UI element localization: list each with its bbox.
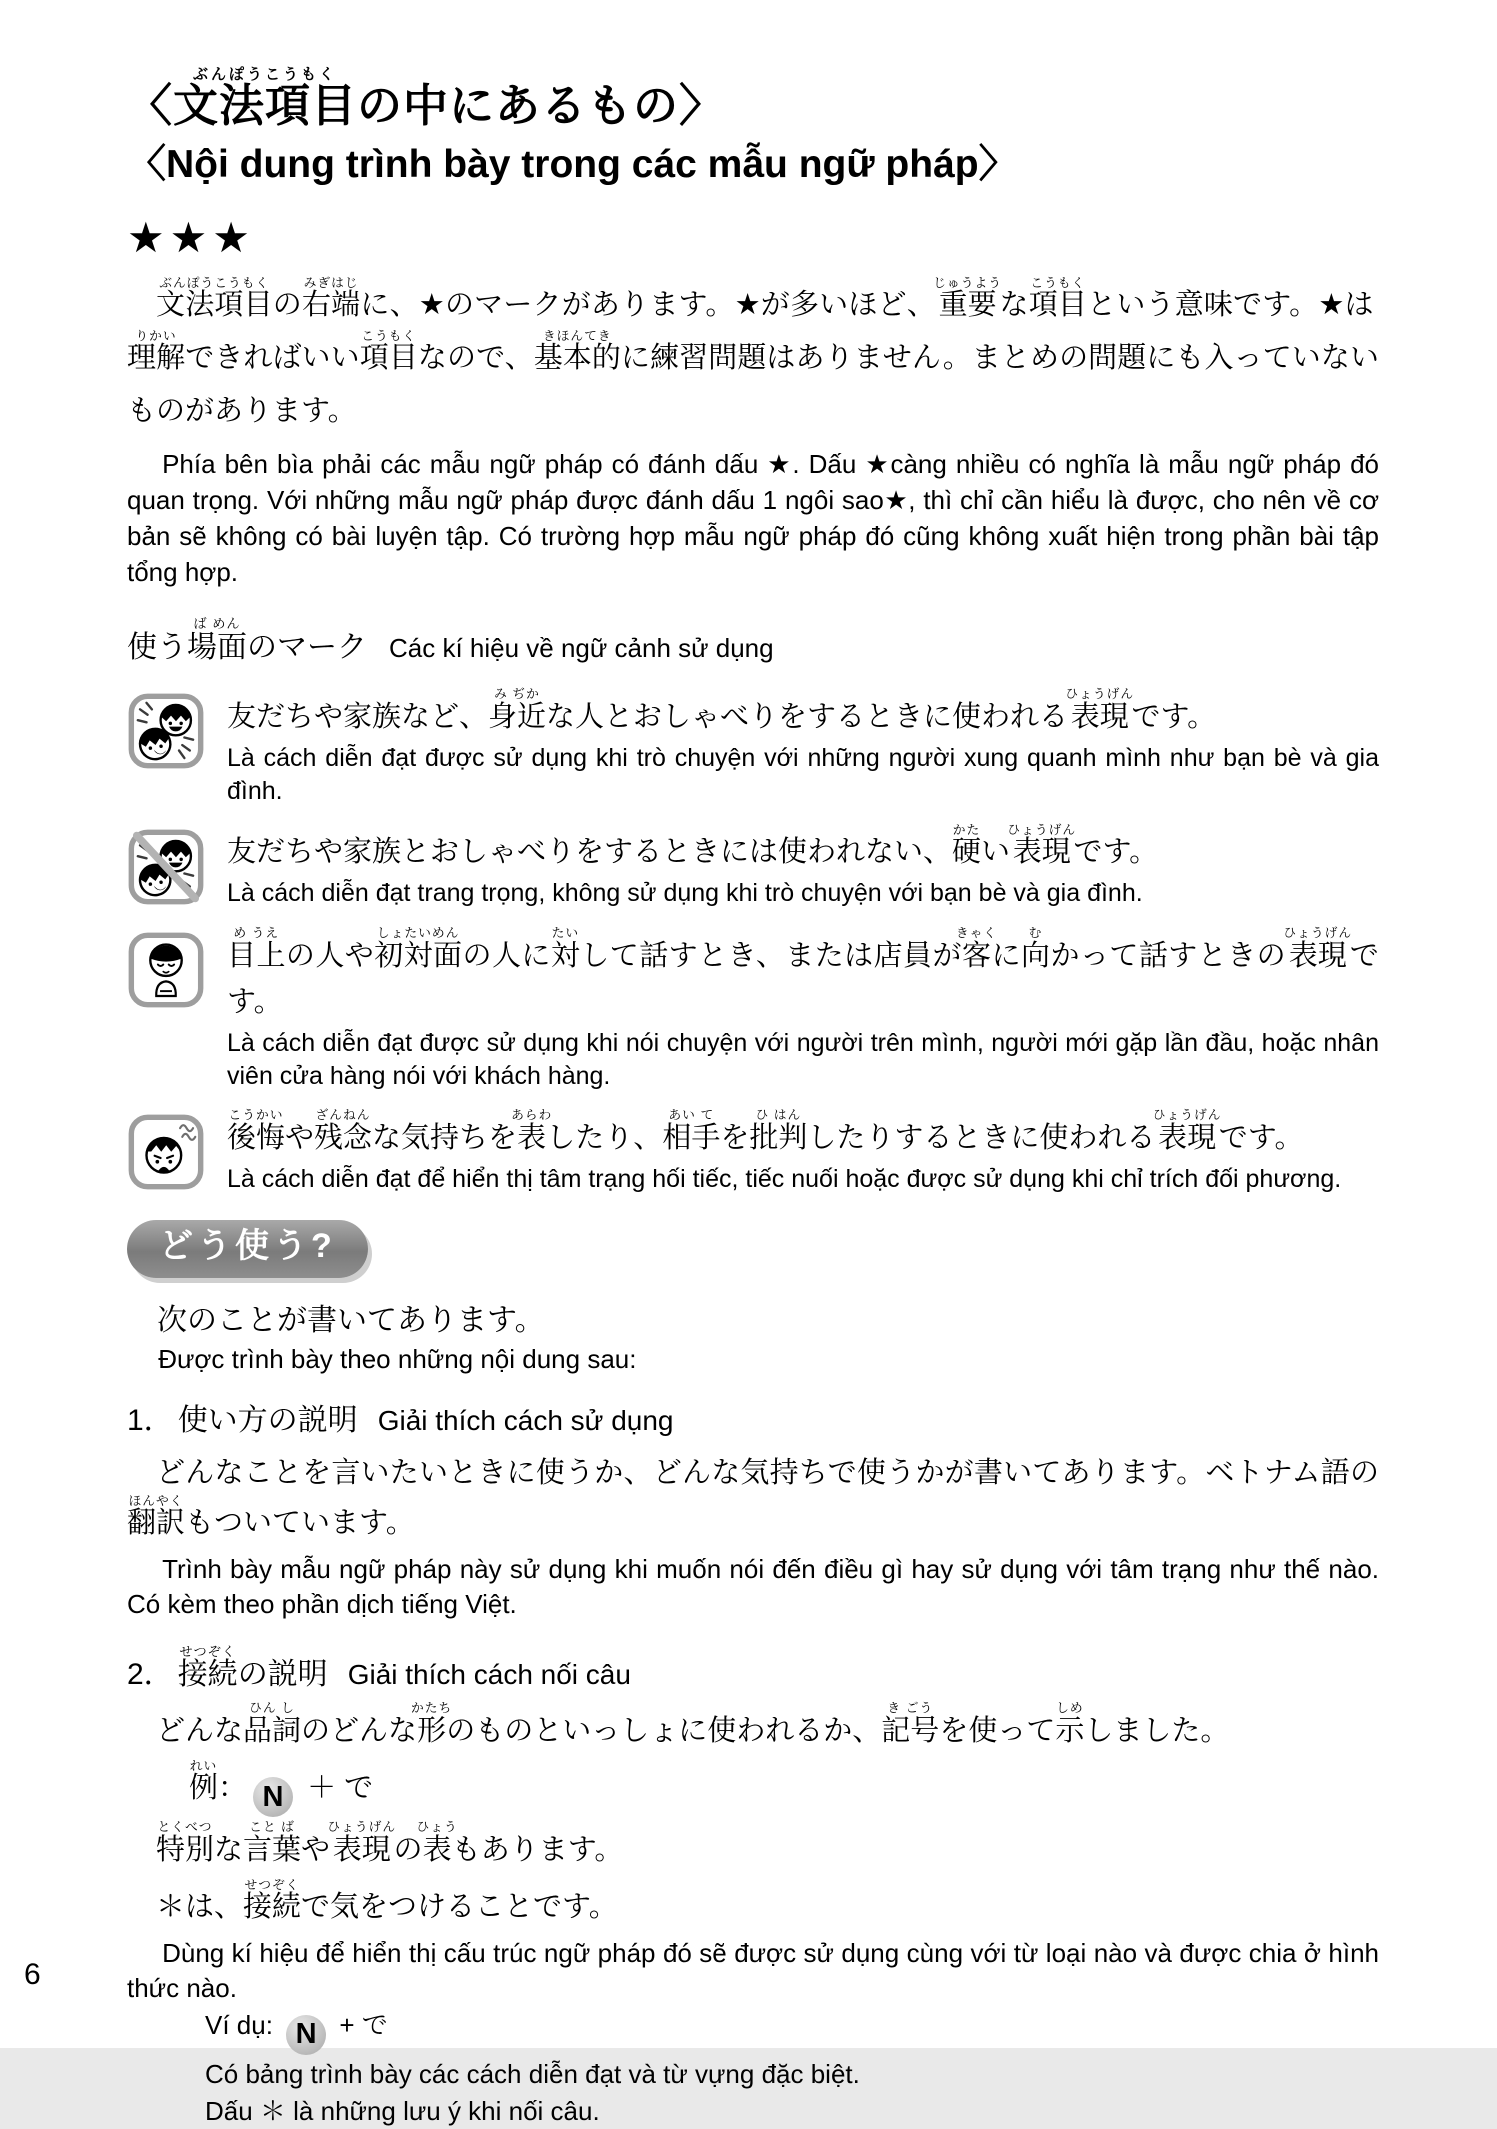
scene-marks-heading-japanese: 使う場面ば めんのマーク — [127, 616, 367, 665]
scene-mark-item-regret — [127, 1107, 1379, 1196]
section-1-number: 1． — [127, 1404, 174, 1438]
mark-description-japanese: 目上め うえの人や初対面しょたいめんの人に対たいして話すとき、または店員が客きゃくに向むかって話すときの表現ひょうげんです。 — [227, 925, 1379, 1019]
stars-explanation-vietnamese: Phía bên bìa phải các mẫu ngữ pháp có đánh dấu ★. Dấu ★càng nhiều có nghĩa là mẫu ngữ pháp đó quan trọng. Với những mẫu ngữ pháp được đánh dấu 1 ngôi sao★, thì chỉ cần hiểu là được, cho nên về cơ bản sẽ không có bài luyện tập. Có trường hợp mẫu ngữ pháp đó cũng không xuất hiện trong phần bài tập tổng hợp. — [127, 449, 1379, 588]
how-to-use-section — [127, 1220, 1379, 1278]
section-1-body-vietnamese: Trình bày mẫu ngữ pháp này sử dụng khi muốn nói đến điều gì hay sử dụng với tâm trạng như thế nào. Có kèm theo phần dịch tiếng Việt. — [127, 1554, 1379, 1620]
how-to-use-intro-vietnamese: Được trình bày theo những nội dung sau: — [158, 1344, 637, 1375]
section-2-heading — [127, 1644, 1379, 1698]
section-2-example-vietnamese: Ví dụ: N + で — [205, 2008, 1379, 2055]
section-2-heading-vietnamese: Giải thích cách nối câu — [347, 1659, 631, 1691]
stars-explanation-japanese: 文法項目ぶんぽうこうもくの右端みぎはじに、★のマークがあります。★が多いほど、重要じゅうような項目こうもくという意味です。★は理解りかいできればいい項目こうもくなので、基本的きほんてきに練習問題はありません。まとめの問題にも入っていないものがあります。 — [127, 275, 1379, 428]
how-to-use-badge: どう使う? — [127, 1220, 368, 1278]
how-to-use-intro-japanese: 次のことが書いてあります。 — [157, 1304, 545, 1338]
page-title-vietnamese: 〈Nội dung trình bày trong các mẫu ngữ pháp〉 — [127, 143, 1018, 187]
mark-description-japanese: 後悔こうかいや残念ざんねんな気持ちを表あらわしたり、相手あい てを批判ひ はんしたりするときに使われる表現ひょうげんです。 — [227, 1107, 1304, 1155]
section-2-heading-japanese: 接続せつぞくの説明 — [177, 1644, 328, 1692]
section-2-body-vietnamese: Dùng kí hiệu để hiển thị cấu trúc ngữ pháp đó sẽ được sử dụng cùng với từ loại nào và được chia ở hình thức nào. — [127, 1938, 1379, 2004]
mark-description-japanese: 友だちや家族とおしゃべりをするときには使われない、硬かたい表現ひょうげんです。 — [227, 822, 1159, 869]
section-1-heading-japanese: 使い方の説明 — [177, 1404, 358, 1438]
page-number: 6 — [24, 1958, 41, 1991]
section-2-asterisk-note-japanese: ＊は、接続せつぞくで気をつけることです。 — [156, 1877, 618, 1924]
mark-description-vietnamese: Là cách diễn đạt được sử dụng khi trò chuyện với những người xung quanh mình như bạn bè và gia đình. — [227, 744, 1379, 806]
scene-marks-heading — [127, 616, 1379, 672]
section-1-heading-vietnamese: Giải thích cách sử dụng — [377, 1405, 674, 1437]
section-1-heading — [127, 1398, 1379, 1444]
page-title-japanese: 〈文法項目ぶんぽうこうもくの中にあるもの〉 — [127, 66, 726, 131]
noun-symbol-badge: N — [286, 2015, 326, 2055]
section-2-special-table-note-japanese: 特別とくべつな言葉こと ばや表現ひょうげんの表ひょうもあります。 — [156, 1819, 624, 1867]
scene-mark-item-formal — [127, 822, 1379, 911]
section-2-special-table-note-vietnamese: Có bảng trình bày các cách diễn đạt và từ vựng đặc biệt. — [205, 2058, 860, 2089]
scene-marks-heading-vietnamese: Các kí hiệu về ngữ cảnh sử dụng — [389, 633, 774, 664]
section-1-body-japanese: どんなことを言いたいときに使うか、どんな気持ちで使うかが書いてあります。ベトナム語の翻訳ほんやくもついています。 — [127, 1457, 1379, 1540]
section-2-number: 2． — [127, 1658, 174, 1692]
section-2-asterisk-note-vietnamese: Dấu ＊ là những lưu ý khi nối câu. — [205, 2095, 600, 2126]
scene-mark-item-polite — [127, 925, 1379, 1093]
section-2-line-japanese: どんな品詞ひん しのどんな形かたちのものといっしょに使われるか、記号き ごうを使って示しめしました。 — [156, 1700, 1230, 1748]
friends-chat-crossed-icon — [127, 828, 205, 911]
mark-description-vietnamese: Là cách diễn đạt để hiển thị tâm trạng hối tiếc, tiếc nuối hoặc được sử dụng khi chỉ trích đối phương. — [227, 1165, 1342, 1194]
regret-face-icon — [127, 1113, 205, 1196]
section-2-example-japanese: 例れい： N ＋ で — [189, 1758, 1379, 1817]
mark-description-japanese: 友だちや家族など、身近み ぢかな人とおしゃべりをするときに使われる表現ひょうげんです。 — [227, 686, 1217, 734]
mark-description-vietnamese: Là cách diễn đạt được sử dụng khi nói chuyện với người trên mình, người mới gặp lần đầu, hoặc nhân viên cửa hàng nói với khách hàng. — [227, 1029, 1379, 1091]
friends-chat-icon — [127, 692, 205, 775]
noun-symbol-badge: N — [253, 1777, 293, 1817]
bowing-person-icon — [127, 931, 205, 1014]
scene-mark-item-casual — [127, 686, 1379, 808]
importance-stars: ★★★ — [127, 214, 255, 262]
mark-description-vietnamese: Là cách diễn đạt trang trọng, không sử dụng khi trò chuyện với bạn bè và gia đình. — [227, 879, 1143, 908]
page-content — [127, 66, 1379, 2129]
